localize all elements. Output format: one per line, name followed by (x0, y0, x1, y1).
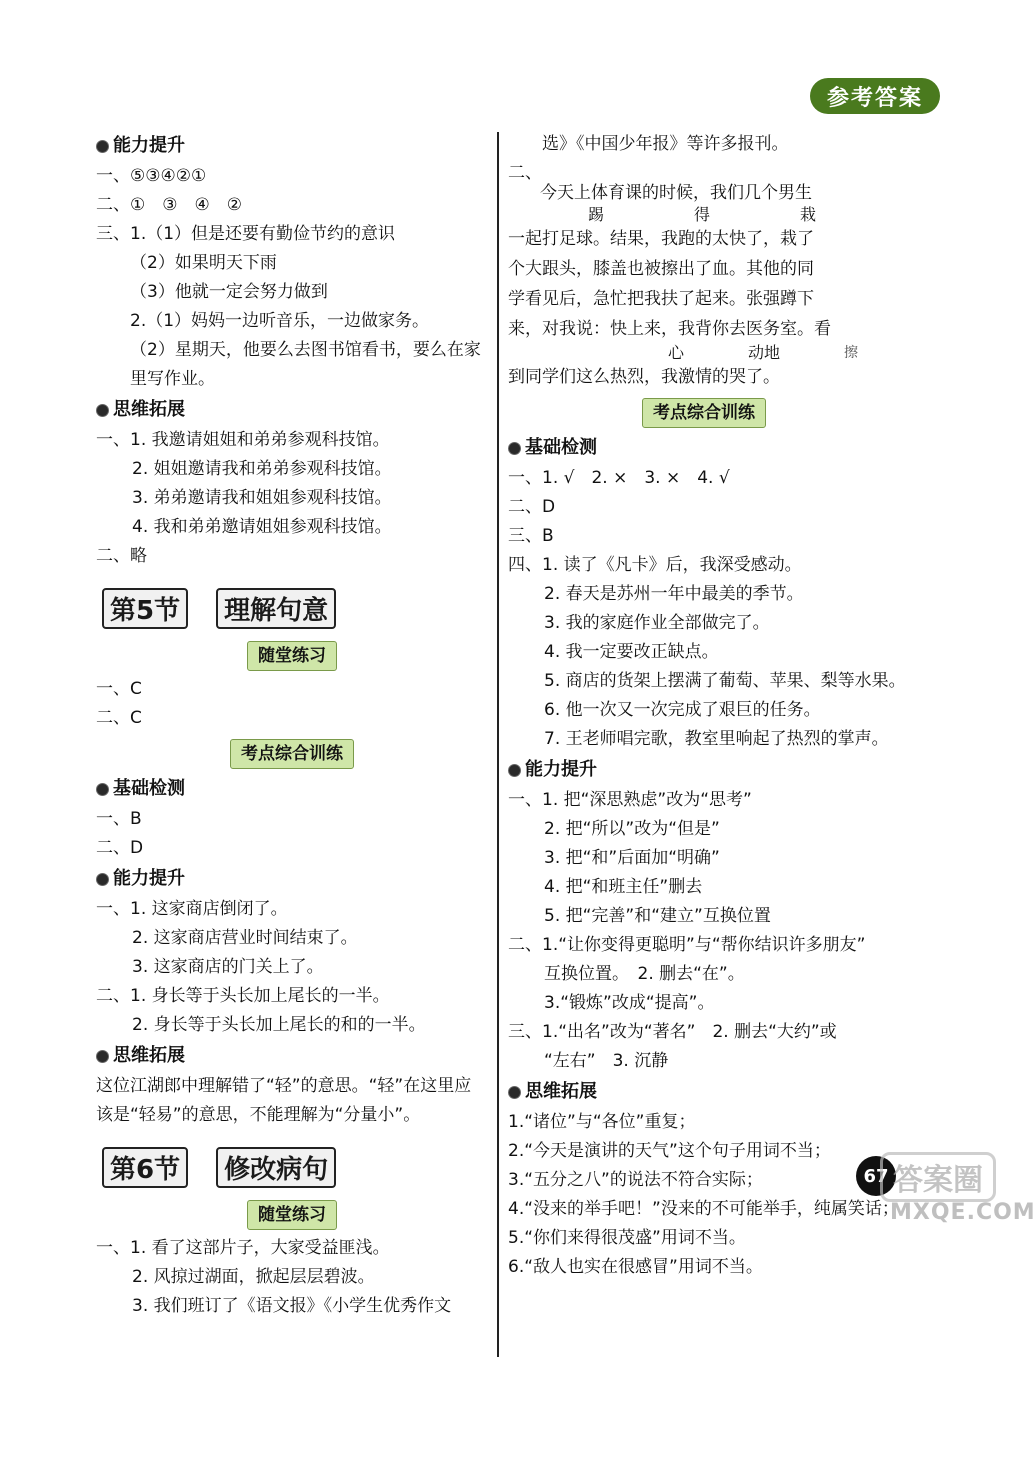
bullet-dot-icon (508, 442, 521, 455)
heading-basic: 基础检测 (508, 432, 900, 464)
section-number: 第5节 (102, 588, 188, 629)
column-divider (497, 132, 499, 1357)
answer-line: 3.“锻炼”改成“提高”。 (544, 993, 715, 1013)
story-corrections (508, 344, 900, 362)
answer-line: 6.“敌人也实在很感冒”用词不当。 (508, 1257, 763, 1277)
answer-line: 一、1. 我邀请姐姐和弟弟参观科技馆。 (96, 430, 390, 450)
answer-line: 一、C (96, 679, 142, 699)
answer-line: 三、B (508, 526, 554, 546)
heading-thinking: 思维拓展 (96, 1040, 488, 1072)
correction-mark: 动地 (748, 343, 781, 362)
bullet-dot-icon (508, 1086, 521, 1099)
answer-paragraph: 这位江湖郎中理解错了“轻”的意思。“轻”在这里应该是“轻易”的意思，不能理解为“分量小”。 (96, 1076, 472, 1125)
section-name: 理解句意 (216, 588, 336, 629)
watermark-url: MXQE.COM (890, 1200, 1036, 1225)
story-line: 一起打足球。结果，我跑的太快了，栽了 (508, 229, 814, 249)
correction-mark: 得 (694, 205, 711, 224)
bullet-dot-icon (96, 873, 109, 886)
answer-line: 3. 我们班订了《语文报》《小学生优秀作文 (132, 1296, 452, 1316)
answer-line: 二、D (508, 497, 556, 517)
answer-line: 7. 王老师唱完歌，教室里响起了热烈的掌声。 (544, 729, 889, 749)
correction-mark: 心 (668, 343, 685, 362)
answer-line: 二、 (508, 163, 542, 183)
answer-line: “左右” 3. 沉静 (544, 1051, 669, 1071)
answer-line: 4. 我和弟弟邀请姐姐参观科技馆。 (132, 517, 392, 537)
answer-line: 4.“没来的举手吧！”没来的不可能举手，纯属笑话； (508, 1199, 899, 1219)
heading-thinking: 思维拓展 (96, 394, 488, 426)
answer-line: 2. 身长等于头长加上尾长的和的一半。 (132, 1015, 426, 1035)
answer-line: 4. 我一定要改正缺点。 (544, 642, 719, 662)
story-line: 学看见后，急忙把我扶了起来。张强蹲下 (508, 289, 814, 309)
correction-mark: 栽 (800, 205, 817, 224)
heading-thinking: 思维拓展 (508, 1076, 900, 1108)
answer-line: 5.“你们来得很茂盛”用词不当。 (508, 1228, 746, 1248)
answer-line: 6. 他一次又一次完成了艰巨的任务。 (544, 700, 821, 720)
answer-line: 2.（1）妈妈一边听音乐，一边做家务。 (130, 311, 430, 331)
answer-line: 二、1.“让你变得更聪明”与“帮你结识许多朋友” (508, 935, 866, 955)
answer-line: 5. 商店的货架上摆满了葡萄、苹果、梨等水果。 (544, 671, 906, 691)
story-line: 今天上体育课的时候，我们几个男生 (540, 183, 812, 203)
answer-line: 2.“今天是演讲的天气”这个句子用词不当； (508, 1141, 831, 1161)
left-column (96, 130, 488, 1321)
training-label: 考点综合训练 (642, 398, 766, 428)
answer-line: 3. 这家商店的门关上了。 (132, 957, 324, 977)
bullet-dot-icon (96, 140, 109, 153)
answer-line: 1.“诸位”与“各位”重复； (508, 1112, 696, 1132)
answer-line: 3.“五分之八”的说法不符合实际； (508, 1170, 763, 1190)
answer-line: 一、⑤③④②① (96, 166, 207, 186)
answer-line: 4. 把“和班主任”删去 (544, 877, 703, 897)
heading-ability: 能力提升 (508, 754, 900, 786)
answer-line: 3. 我的家庭作业全部做完了。 (544, 613, 770, 633)
answer-line: 3. 把“和”后面加“明确” (544, 848, 720, 868)
answer-line: 2. 把“所以”改为“但是” (544, 819, 720, 839)
answer-line: 2. 姐姐邀请我和弟弟参观科技馆。 (132, 459, 392, 479)
practice-label: 随堂练习 (247, 641, 337, 671)
right-column (508, 130, 906, 1282)
page-number: 67 (856, 1156, 896, 1196)
bullet-dot-icon (96, 783, 109, 796)
answer-line: 二、① ③ ④ ② (96, 195, 242, 215)
answer-line: 互换位置。 2. 删去“在”。 (544, 964, 745, 984)
answer-line: 2. 这家商店营业时间结束了。 (132, 928, 358, 948)
practice-label: 随堂练习 (247, 1200, 337, 1230)
heading-basic: 基础检测 (96, 773, 488, 805)
answer-line: 一、1. √ 2. × 3. × 4. √ (508, 468, 730, 488)
answer-line: 二、D (96, 838, 144, 858)
heading-ability: 能力提升 (96, 863, 488, 895)
section-number: 第6节 (102, 1147, 188, 1188)
story-corrections (508, 206, 900, 224)
bullet-dot-icon (96, 404, 109, 417)
section-name: 修改病句 (216, 1147, 336, 1188)
answer-line: 2. 风掠过湖面，掀起层层碧波。 (132, 1267, 375, 1287)
answer-line: 一、1. 把“深思熟虑”改为“思考” (508, 790, 752, 810)
story-line: 个大跟头，膝盖也被擦出了血。其他的同 (508, 259, 814, 279)
answer-line: 一、1. 看了这部片子，大家受益匪浅。 (96, 1238, 390, 1258)
answer-line: 二、1. 身长等于头长加上尾长的一半。 (96, 986, 390, 1006)
answer-line: 3. 弟弟邀请我和姐姐参观科技馆。 (132, 488, 392, 508)
corrected-story (508, 180, 900, 392)
correction-mark: 踢 (588, 205, 605, 224)
answer-line: 里写作业。 (130, 369, 215, 389)
answer-line: 三、1.（1）但是还要有勤俭节约的意识 (96, 224, 396, 244)
answer-line: （2）星期天，他要么去图书馆看书，要么在家 (130, 340, 481, 360)
answer-line: 一、B (96, 809, 142, 829)
story-line: 到同学们这么热烈，我激情的哭了。 (508, 367, 780, 387)
correction-mark: 擦 (844, 345, 859, 361)
story-line: 来，对我说：快上来，我背你去医务室。看 (508, 319, 831, 339)
training-label: 考点综合训练 (230, 739, 354, 769)
heading-ability: 能力提升 (96, 130, 488, 162)
answer-line: 二、略 (96, 546, 147, 566)
answer-line: 2. 春天是苏州一年中最美的季节。 (544, 584, 804, 604)
answer-line: （2）如果明天下雨 (130, 253, 277, 273)
bullet-dot-icon (96, 1050, 109, 1063)
watermark-logo: 答案圈 (880, 1152, 996, 1202)
bullet-dot-icon (508, 764, 521, 777)
answer-key-badge: 参考答案 (810, 78, 940, 114)
answer-line: 一、1. 这家商店倒闭了。 (96, 899, 288, 919)
answer-line: （3）他就一定会努力做到 (130, 282, 328, 302)
answer-line: 二、C (96, 708, 142, 728)
section-6-title (102, 1146, 488, 1188)
answer-line: 四、1. 读了《凡卡》后，我深受感动。 (508, 555, 802, 575)
answer-line: 5. 把“完善”和“建立”互换位置 (544, 906, 771, 926)
answer-line: 三、1.“出名”改为“著名” 2. 删去“大约”或 (508, 1022, 837, 1042)
section-5-title (102, 587, 488, 629)
answer-line: 选》《中国少年报》等许多报刊。 (542, 134, 789, 154)
